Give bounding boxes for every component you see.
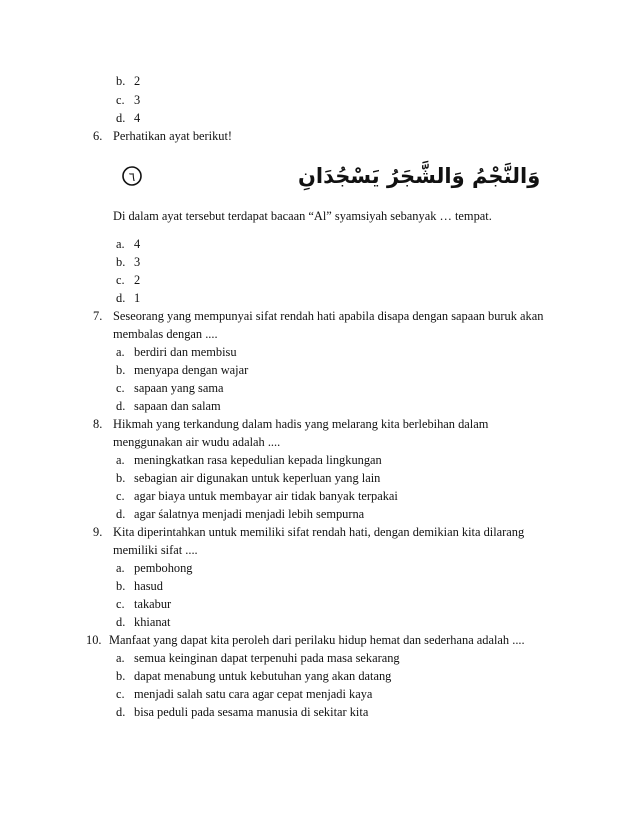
option-letter: b. <box>116 669 126 683</box>
question-text: Kita diperintahkan untuk memiliki sifat rendah hati, dengan demikian kita dilarang <box>113 525 525 539</box>
option-letter: c. <box>116 381 125 395</box>
option-text: 4 <box>134 111 141 125</box>
option-text: agar biaya untuk membayar air tidak banyak terpakai <box>134 489 398 503</box>
option-letter: b. <box>116 471 126 485</box>
quran-verse-image <box>114 151 541 197</box>
option-text: hasud <box>134 579 163 593</box>
option-letter: b. <box>116 579 126 593</box>
option-text: takabur <box>134 597 172 611</box>
option-text: meningkatkan rasa kepedulian kepada lingkungan <box>134 453 382 467</box>
question-text: Di dalam ayat tersebut terdapat bacaan “Al” syamsiyah sebanyak … tempat. <box>113 209 492 223</box>
option-letter: b. <box>116 363 126 377</box>
option-letter: c. <box>116 273 125 287</box>
option-text: bisa peduli pada sesama manusia di sekitar kita <box>134 705 369 719</box>
option-text: sapaan dan salam <box>134 399 221 413</box>
question-text-continued: menggunakan air wudu adalah .... <box>113 435 281 449</box>
option-letter: c. <box>116 489 125 503</box>
option-letter: b. <box>116 255 126 269</box>
question-text-continued: membalas dengan .... <box>113 327 218 341</box>
question-number: 6. <box>93 129 103 143</box>
option-text: 4 <box>134 237 141 251</box>
option-letter: c. <box>116 597 125 611</box>
option-letter: c. <box>116 687 125 701</box>
option-letter: c. <box>116 93 125 107</box>
option-text: 1 <box>134 291 141 305</box>
option-letter: d. <box>116 291 126 305</box>
option-letter: d. <box>116 111 126 125</box>
option-letter: a. <box>116 345 125 359</box>
option-text: menjadi salah satu cara agar cepat menjadi kaya <box>134 687 373 701</box>
question-text: Seseorang yang mempunyai sifat rendah hati apabila disapa dengan sapaan buruk akan <box>113 309 544 323</box>
option-text: 2 <box>134 74 141 88</box>
option-text: menyapa dengan wajar <box>134 363 249 377</box>
question-text: Manfaat yang dapat kita peroleh dari perilaku hidup hemat dan sederhana adalah .... <box>109 633 525 647</box>
ayat-number: ٦ <box>128 170 136 184</box>
question-number: 10. <box>86 633 102 647</box>
ayat-graphic <box>114 151 541 197</box>
option-text: khianat <box>134 615 171 629</box>
option-letter: d. <box>116 615 126 629</box>
question-text-continued: memiliki sifat .... <box>113 543 198 557</box>
option-letter: d. <box>116 705 126 719</box>
option-letter: b. <box>116 74 126 88</box>
option-text: 2 <box>134 273 141 287</box>
ayat-arabic-text: وَالنَّجْمُ وَالشَّجَرُ يَسْجُدَانِ <box>298 164 541 188</box>
question-number: 8. <box>93 417 103 431</box>
option-text: berdiri dan membisu <box>134 345 237 359</box>
option-text: 3 <box>134 255 141 269</box>
option-letter: d. <box>116 399 126 413</box>
question-text: Hikmah yang terkandung dalam hadis yang melarang kita berlebihan dalam <box>113 417 489 431</box>
option-text: dapat menabung untuk kebutuhan yang akan datang <box>134 669 392 683</box>
option-letter: a. <box>116 453 125 467</box>
option-text: pembohong <box>134 561 193 575</box>
question-prompt: Perhatikan ayat berikut! <box>113 129 233 143</box>
option-text: sebagian air digunakan untuk keperluan yang lain <box>134 471 381 485</box>
option-text: sapaan yang sama <box>134 381 224 395</box>
option-text: semua keinginan dapat terpenuhi pada masa sekarang <box>134 651 400 665</box>
question-number: 9. <box>93 525 103 539</box>
option-letter: a. <box>116 651 125 665</box>
question-number: 7. <box>93 309 103 323</box>
option-letter: a. <box>116 561 125 575</box>
option-letter: a. <box>116 237 125 251</box>
option-letter: d. <box>116 507 126 521</box>
option-text: agar śalatnya menjadi menjadi lebih sempurna <box>134 507 365 521</box>
option-text: 3 <box>134 93 141 107</box>
